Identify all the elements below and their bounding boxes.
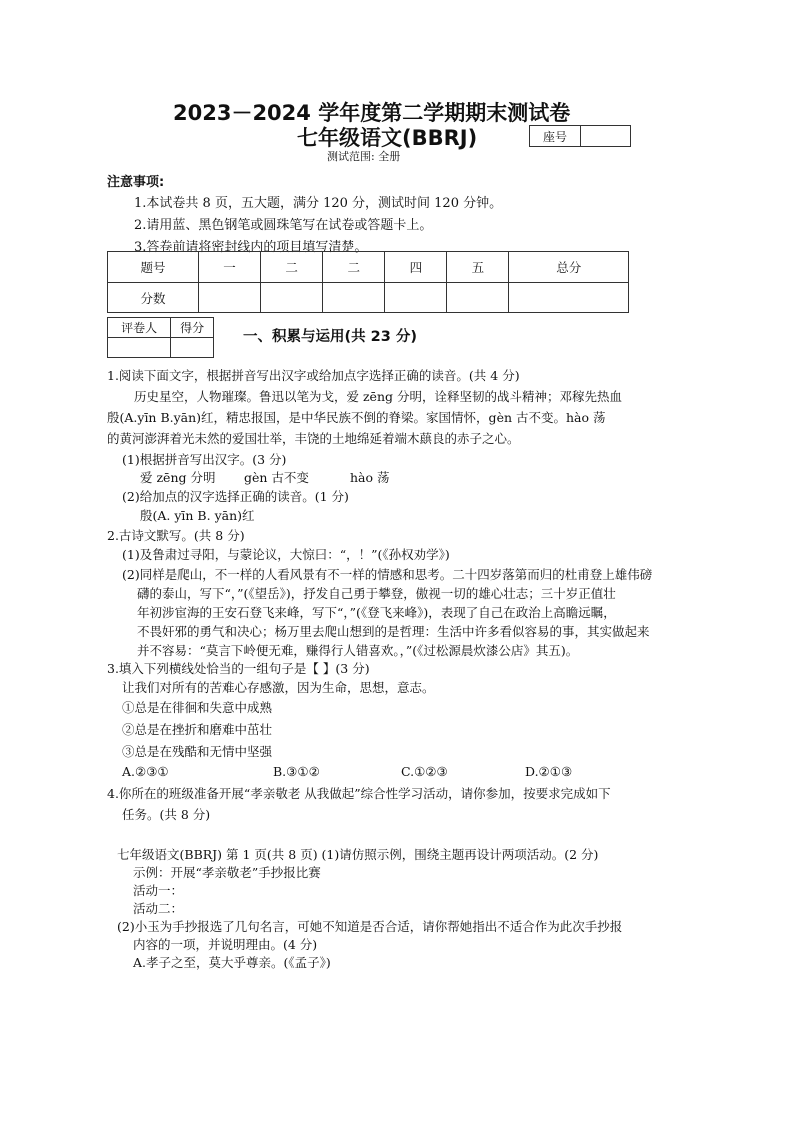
sentence-item: ②总是在挫折和磨难中茁壮 [122, 722, 273, 737]
sub-question: (1)根据拼音写出汉字。(3 分) [122, 452, 287, 467]
question-stem: 任务。(共 8 分) [122, 807, 211, 822]
question-stem: 1.阅读下面文字，根据拼音写出汉字或给加点字选择正确的读音。(共 4 分) [107, 368, 520, 383]
score-table-row-label: 题号 [108, 252, 199, 283]
question-stem: 4.你所在的班级准备开展“孝亲敬老 从我做起”综合性学习活动，请你参加，按要求完成如下 [107, 786, 611, 801]
grader-label: 评卷人 [108, 318, 171, 338]
option-c[interactable]: C.①②③ [401, 764, 448, 779]
activity-2: 活动二： [133, 901, 184, 916]
seat-number-box[interactable] [529, 125, 631, 147]
score-cell[interactable] [261, 283, 323, 313]
sub-question: (2)给加点的汉字选择正确的读音。(1 分) [122, 489, 349, 504]
quote-option-a: A.孝子之至，莫大乎尊亲。(《孟子》) [133, 955, 331, 970]
passage-line: 历史星空，人物璀璨。鲁迅以笔为戈，爱 zēng 分明，诠释坚韧的战斗精神；邓稼先热血 [134, 389, 622, 404]
exam-subtitle: 七年级语文(BBRJ) [297, 126, 478, 150]
reading-choice: 殷(A. yīn B. yān)红 [140, 508, 255, 523]
sub-question: (1)及鲁肃过寻阳，与蒙论议，大惊曰：“，！”(《孙权劝学》) [122, 547, 450, 562]
score-table-col: 二 [323, 252, 385, 283]
score-table [107, 251, 629, 313]
score-cell[interactable] [447, 283, 509, 313]
seat-input[interactable] [581, 126, 630, 146]
sub-question-line: 不畏奸邪的勇气和决心；杨万里去爬山想到的是哲理：生活中许多看似容易的事，其实做起来 [137, 624, 650, 639]
option-b[interactable]: B.③①② [273, 764, 320, 779]
score-cell[interactable] [385, 283, 447, 313]
score-cell[interactable] [323, 283, 385, 313]
sentence-item: ③总是在残酷和无情中坚强 [122, 744, 273, 759]
question-stem: 2.古诗文默写。(共 8 分) [107, 528, 245, 543]
points-label: 得分 [171, 318, 214, 338]
option-d[interactable]: D.②①③ [525, 764, 573, 779]
example-line: 示例：开展“孝亲敬老”手抄报比赛 [133, 865, 321, 880]
passage-line: 殷(A.yīn B.yān)红，精忠报国，是中华民族不倒的脊梁。家国情怀，gèn 古不变。hào 荡 [107, 410, 606, 425]
pinyin-item: gèn 古不变 [244, 470, 309, 485]
sub-question-line: 礴的泰山，写下“，”(《望岳》)，抒发自己勇于攀登，傲视一切的雄心壮志；三十岁正值壮 [137, 586, 616, 601]
sub-question: (2)小玉为手抄报选了几句名言，可她不知道是否合适，请你帮她指出不适合作为此次手抄报 [117, 919, 623, 934]
note-item: 3.答卷前请将密封线内的项目填写清楚。 [134, 240, 368, 255]
points-cell[interactable] [171, 338, 214, 358]
note-item: 1.本试卷共 8 页，五大题，满分 120 分，测试时间 120 分钟。 [134, 196, 503, 211]
notes-heading: 注意事项: [107, 175, 165, 190]
section-heading: 一、积累与运用(共 23 分) [243, 329, 418, 345]
question-sentence: 让我们对所有的苦难心存感激，因为生命，思想，意志。 [122, 680, 435, 695]
page-footer-and-sub-question: 七年级语文(BBRJ) 第 1 页(共 8 页) (1)请仿照示例，围绕主题再设计两项活动。(2 分) [117, 847, 599, 862]
sub-question-line: 并不容易：“莫言下岭便无难，赚得行人错喜欢。，”(《过松源晨炊漆公店》其五)。 [137, 643, 579, 658]
activity-1: 活动一： [133, 883, 184, 898]
score-table-row-label: 分数 [108, 283, 199, 313]
grader-box [107, 317, 214, 358]
sub-question: 内容的一项，并说明理由。(4 分) [133, 937, 318, 952]
score-table-col: 五 [447, 252, 509, 283]
score-table-col: 总分 [509, 252, 629, 283]
score-cell[interactable] [199, 283, 261, 313]
score-table-col: 四 [385, 252, 447, 283]
note-item: 2.请用蓝、黑色钢笔或圆珠笔写在试卷或答题卡上。 [134, 218, 433, 233]
score-cell[interactable] [509, 283, 629, 313]
passage-line: 的黄河澎湃着光未然的爱国壮举，丰饶的土地绵延着端木蕻良的赤子之心。 [107, 431, 520, 446]
pinyin-item: hào 荡 [350, 470, 390, 485]
grader-cell[interactable] [108, 338, 171, 358]
exam-scope: 测试范围: 全册 [327, 150, 401, 163]
score-table-col: 一 [199, 252, 261, 283]
sub-question-line: (2)同样是爬山，不一样的人看风景有不一样的情感和思考。二十四岁落第而归的杜甫登上雄伟磅 [122, 567, 653, 582]
question-stem: 3.填入下列横线处恰当的一组句子是【 】(3 分) [107, 661, 370, 676]
exam-title: 2023－2024 学年度第二学期期末测试卷 [173, 101, 571, 125]
sentence-item: ①总是在徘徊和失意中成熟 [122, 700, 273, 715]
sub-question-line: 年初涉宦海的王安石登飞来峰，写下“，”(《登飞来峰》)，表现了自己在政治上高瞻远瞩， [137, 605, 616, 620]
seat-label: 座号 [530, 126, 581, 146]
option-a[interactable]: A.②③① [122, 764, 169, 779]
pinyin-item: 爱 zēng 分明 [140, 470, 216, 485]
score-table-col: 二 [261, 252, 323, 283]
